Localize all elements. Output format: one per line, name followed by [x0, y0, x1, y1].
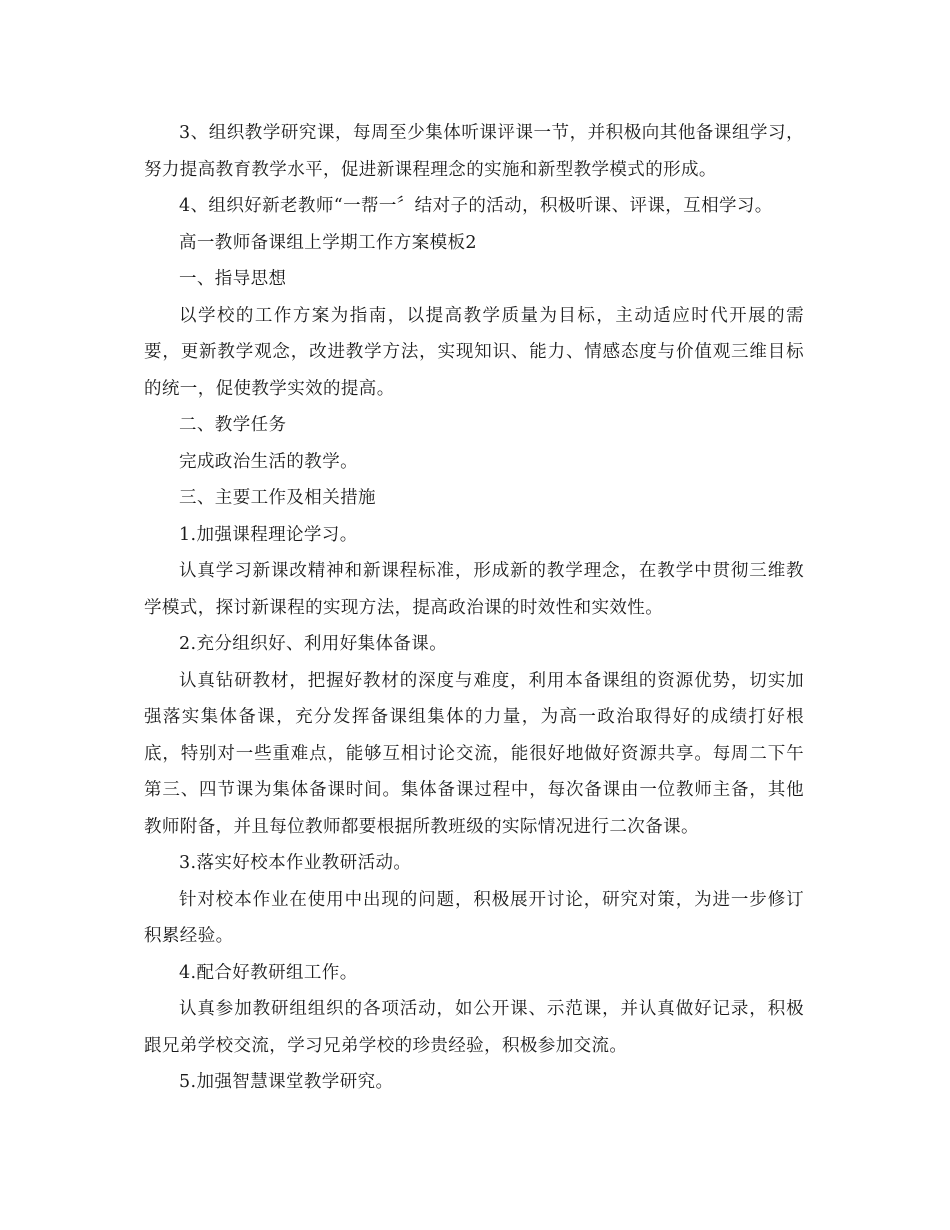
- subheading-5: 5.加强智慧课堂教学研究。: [179, 1072, 394, 1092]
- subheading-2: 2.充分组织好、利用好集体备课。: [179, 634, 448, 654]
- paragraph-2: 认真钻研教材，把握好教材的深度与难度，利用本备课组的资源优势，切实加强落实集体备课，充分发挥备课组集体的力量，为高一政治取得好的成绩打好根底，特别对一些重难点，能够互相讨论交流，能很好地做好资源共享。每周二下午第三、四节课为集体备课时间。集体备课过程中，每次备课由一位教师主备，其他教师附备，并且每位教师都要根据所教班级的实际情况进行二次备课。: [144, 670, 804, 837]
- subheading-4: 4.配合好教研组工作。: [179, 962, 358, 983]
- paragraph-3: 针对校本作业在使用中出现的问题，积极展开讨论，研究对策，为进一步修订积累经验。: [144, 889, 804, 946]
- section-title: 高一教师备课组上学期工作方案模板2: [179, 232, 477, 253]
- heading-guiding-thought: 一、指导思想: [179, 269, 287, 289]
- paragraph-1: 认真学习新课改精神和新课程标准，形成新的教学理念，在教学中贯彻三维教学模式，探讨新课程的实现方法，提高政治课的时效性和实效性。: [144, 561, 804, 618]
- paragraph-item-4: 4、组织好新老教师“一帮一〞结对子的活动，积极听课、评课，互相学习。: [179, 196, 773, 216]
- paragraph-item-3: 3、组织教学研究课，每周至少集体听课评课一节，并积极向其他备课组学习，努力提高教育教学水平，促进新课程理念的实施和新型教学模式的形成。: [144, 123, 804, 180]
- subheading-3: 3.落实好校本作业教研活动。: [179, 853, 412, 873]
- paragraph-guiding-thought: 以学校的工作方案为指南，以提高教学质量为目标，主动适应时代开展的需要，更新教学观念，改进教学方法，实现知识、能力、情感态度与价值观三维目标的统一，促使教学实效的提高。: [144, 305, 804, 399]
- heading-teaching-task: 二、教学任务: [179, 415, 287, 435]
- document-body: [144, 115, 804, 1101]
- heading-main-work: 三、主要工作及相关措施: [179, 488, 376, 508]
- paragraph-4: 认真参加教研组组织的各项活动，如公开课、示范课，并认真做好记录，积极跟兄弟学校交流，学习兄弟学校的珍贵经验，积极参加交流。: [144, 999, 804, 1056]
- paragraph-teaching-task: 完成政治生活的教学。: [179, 451, 358, 472]
- subheading-1: 1.加强课程理论学习。: [179, 524, 358, 545]
